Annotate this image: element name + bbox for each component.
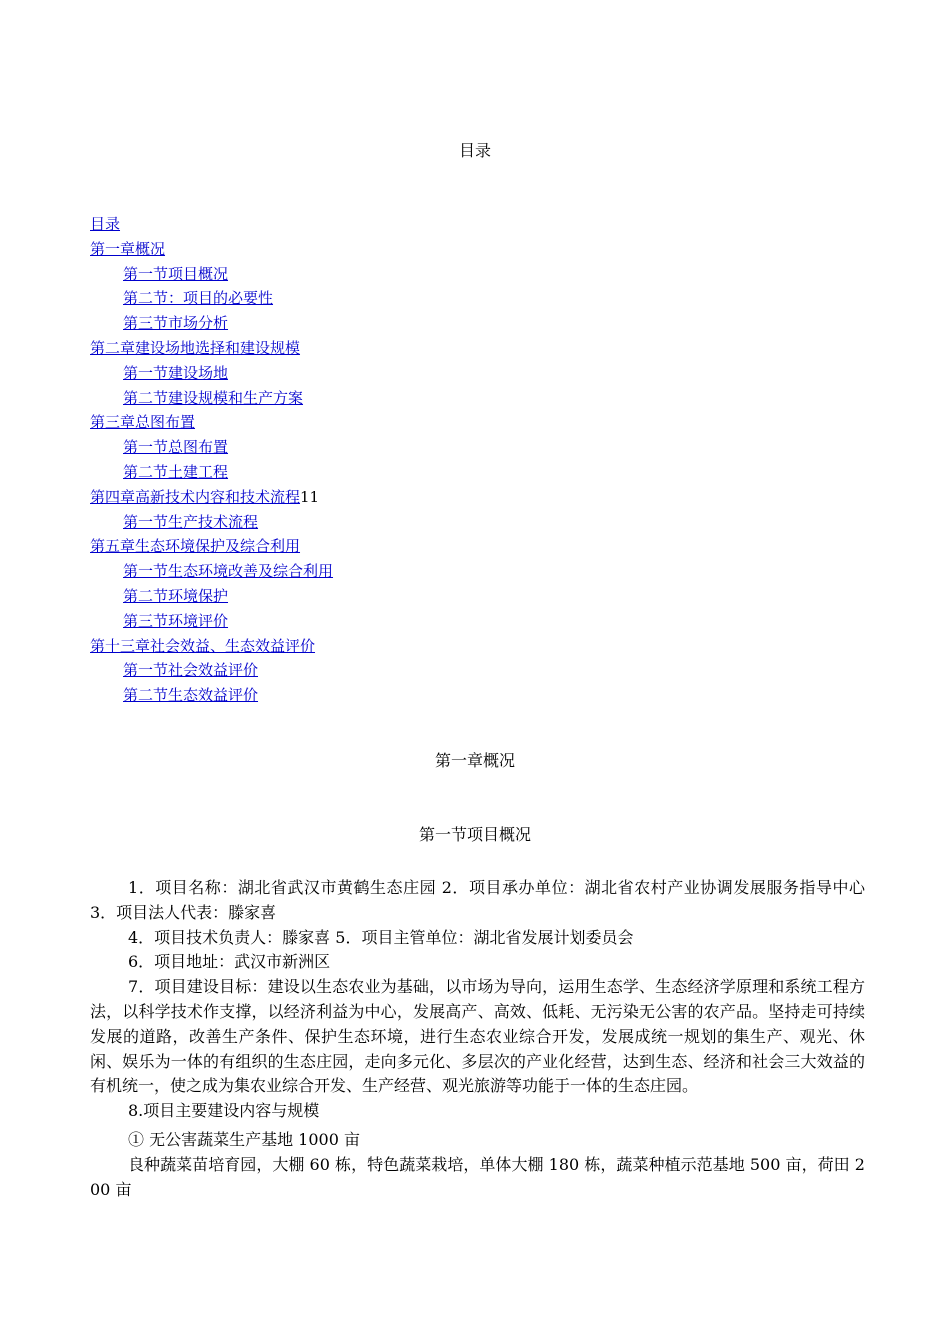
toc-link[interactable]: 第三节环境评价	[123, 611, 229, 630]
toc-entry	[90, 485, 870, 510]
toc-link[interactable]: 第一节总图布置	[123, 438, 229, 457]
toc-entry	[90, 237, 870, 262]
toc-entry	[90, 460, 870, 485]
toc-link[interactable]: 第一章概况	[90, 239, 166, 258]
toc-entry	[90, 683, 870, 708]
body-text	[90, 876, 865, 1202]
toc-page-number: 11	[300, 487, 320, 506]
toc-link[interactable]: 第二节：项目的必要性	[123, 289, 274, 308]
paragraph-address: 6．项目地址：武汉市新洲区	[128, 952, 331, 972]
paragraph-project-info: 1．项目名称：湖北省武汉市黄鹤生态庄园 2．项目承办单位：湖北省农村产业协调发展服务指导中心 3．项目法人代表：滕家喜	[90, 878, 865, 922]
toc-entry	[90, 584, 870, 609]
toc-link[interactable]: 第一节生产技术流程	[123, 512, 259, 531]
toc-entry	[90, 212, 870, 237]
toc-entry	[90, 262, 870, 287]
toc-entry	[90, 386, 870, 411]
paragraph-tech-lead: 4．项目技术负责人：滕家喜 5．项目主管单位：湖北省发展计划委员会	[128, 927, 634, 947]
paragraph-scope-heading: 8.项目主要建设内容与规模	[128, 1101, 320, 1121]
paragraph-vegetable-base: ① 无公害蔬菜生产基地 1000 亩	[128, 1129, 360, 1149]
toc-entry	[90, 658, 870, 683]
toc-link[interactable]: 第二章建设场地选择和建设规模	[90, 338, 301, 357]
paragraph-goals: 7．项目建设目标：建设以生态农业为基础，以市场为导向，运用生态学、生态经济学原理和系统工程方法，以科学技术作支撑，以经济利益为中心，发展高产、高效、低耗、无污染无公害的农产品。坚持走可持续发展的道路，改善生产条件、保护生态环境，进行生态农业综合开发，发展成统一规划的集生产、观光、休闲、娱乐为一体的有组织的生态庄园，走向多元化、多层次的产业化经营，达到生态、经济和社会三大效益的有机统一，使之成为集农业综合开发、生产经营、观光旅游等功能于一体的生态庄园。	[90, 977, 865, 1096]
chapter-title: 第一章概况	[434, 751, 515, 770]
toc-entry	[90, 559, 870, 584]
toc-entry	[90, 609, 870, 634]
toc-entry	[90, 534, 870, 559]
section-title: 第一节项目概况	[418, 825, 531, 844]
table-of-contents	[90, 212, 870, 708]
toc-entry	[90, 361, 870, 386]
toc-link[interactable]: 第五章生态环境保护及综合利用	[90, 537, 301, 556]
toc-link[interactable]: 第一节生态环境改善及综合利用	[123, 562, 334, 581]
toc-entry	[90, 311, 870, 336]
toc-entry	[90, 634, 870, 659]
toc-entry	[90, 435, 870, 460]
toc-entry	[90, 336, 870, 361]
toc-link[interactable]: 第十三章社会效益、生态效益评价	[90, 636, 316, 655]
toc-link[interactable]: 第二节土建工程	[123, 462, 229, 481]
toc-link[interactable]: 第三章总图布置	[90, 413, 196, 432]
toc-link[interactable]: 第二节建设规模和生产方案	[123, 388, 304, 407]
paragraph-vegetable-details: 良种蔬菜苗培育园，大棚 60 栋，特色蔬菜栽培，单体大棚 180 栋，蔬菜种植示范基地 500 亩，荷田 200 亩	[90, 1154, 865, 1199]
toc-entry	[90, 286, 870, 311]
toc-link[interactable]: 第一节社会效益评价	[123, 661, 259, 680]
toc-entry	[90, 410, 870, 435]
toc-link[interactable]: 第一节建设场地	[123, 363, 229, 382]
toc-link[interactable]: 第四章高新技术内容和技术流程	[90, 487, 301, 506]
toc-link[interactable]: 目录	[90, 215, 121, 233]
toc-link[interactable]: 第二节环境保护	[123, 586, 229, 605]
toc-link[interactable]: 第二节生态效益评价	[123, 686, 259, 705]
toc-heading: 目录	[458, 141, 491, 160]
toc-link[interactable]: 第三节市场分析	[123, 314, 229, 333]
toc-entry	[90, 510, 870, 535]
toc-link[interactable]: 第一节项目概况	[123, 264, 229, 283]
